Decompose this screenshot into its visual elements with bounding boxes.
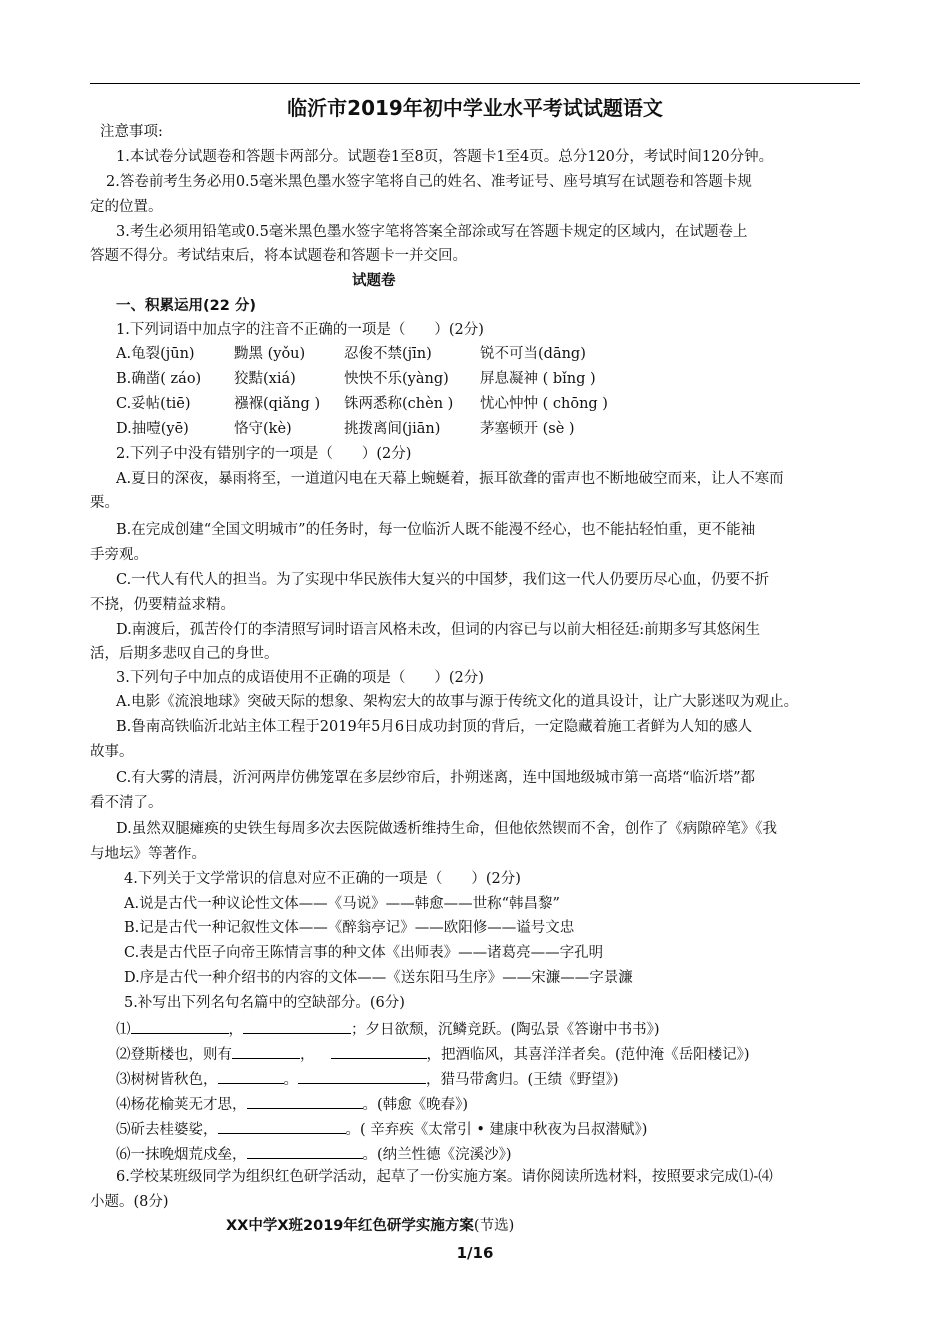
notice-item-3: 3.考生必须用铅笔或0.5毫米黑色墨水签字笔将答案全部涂或写在答题卡规定的区域内，在试题卷上: [116, 224, 748, 240]
answer-blank[interactable]: [131, 1018, 229, 1034]
q6-stem: 6.学校某班级同学为组织红色研学活动，起草了一份实施方案。请你阅读所选材料，按照要求完成⑴-⑷: [116, 1169, 773, 1185]
q5-head: ⑸斫去桂婆娑，: [116, 1122, 218, 1138]
page-title: 临沂市2019年初中学业水平考试试题语文: [287, 96, 663, 120]
q5-line-6: [116, 1143, 512, 1165]
q5-tail: 。(纳兰性德《浣溪沙》): [362, 1147, 512, 1163]
q3-option-b-cont: 故事。: [90, 744, 134, 760]
q5-tail: ，把酒临风，其喜洋洋者矣。(范仲淹《岳阳楼记》): [426, 1047, 750, 1063]
q2-option-a: A.夏日的深夜，暴雨将至，一道道闪电在天幕上蜿蜒着，振耳欲聋的雷声也不断地破空而来，让人不寒而: [116, 471, 784, 487]
q5-head: ⑷杨花榆荚无才思，: [116, 1097, 247, 1113]
q5-tail: ；夕日欲颓，沉鳞竞跃。(陶弘景《答谢中书书》): [351, 1022, 660, 1038]
q5-line-3: [116, 1068, 619, 1090]
q1-cell: 狡黠(xiá): [234, 371, 296, 387]
q4-option-a: A.说是古代一种议论性文体——《马说》——韩愈——世称“韩昌黎”: [124, 896, 560, 912]
q5-head: ⑹一抹晚烟荒戍垒，: [116, 1147, 247, 1163]
q3-stem: 3.下列句子中加点的成语使用不正确的项是（ ）(2分): [116, 670, 484, 686]
q1-cell: 茅塞顿开 (sè ): [480, 421, 575, 437]
q4-option-b: B.记是古代一种记叙性文体——《醉翁亭记》——欧阳修——谥号文忠: [124, 920, 575, 936]
q2-option-c-cont: 不挠，仍要精益求精。: [90, 597, 235, 613]
section-heading: 一、积累运用(22 分): [116, 298, 256, 314]
q1-cell: B.确凿( záo): [116, 371, 202, 387]
q5-stem: 5.补写出下列名句名篇中的空缺部分。(6分): [124, 995, 405, 1011]
q6-stem-cont: 小题。(8分): [90, 1194, 169, 1210]
q1-cell: 挑拨离间(jiān): [344, 421, 441, 437]
q3-option-a: A.电影《流浪地球》突破天际的想象、架构宏大的故事与源于传统文化的道具设计，让广大影迷叹为观止。: [116, 694, 799, 710]
q3-option-d: D.虽然双腿瘫痪的史铁生每周多次去医院做透析维持生命，但他依然锲而不舍，创作了《病隙碎笔》《我: [116, 821, 777, 837]
answer-blank[interactable]: [243, 1018, 351, 1034]
plan-title-text: XX中学X班2019年红色研学实施方案: [226, 1218, 474, 1234]
q5-tail: 。(韩愈《晚春》): [362, 1097, 469, 1113]
q5-sep: 。: [283, 1072, 298, 1088]
q1-cell: A.龟裂(jūn): [116, 346, 195, 362]
notice-item-2-cont: 定的位置。: [90, 199, 163, 215]
plan-title-note: (节选): [473, 1218, 515, 1234]
q4-stem: 4.下列关于文学常识的信息对应不正确的一项是（ ）(2分): [124, 871, 521, 887]
q1-cell: 铢两悉称(chèn ): [344, 396, 454, 412]
q5-line-4: [116, 1093, 468, 1115]
q2-option-d-cont: 活，后期多悲叹自己的身世。: [90, 646, 279, 662]
answer-blank[interactable]: [298, 1068, 426, 1084]
q3-option-b: B.鲁南高铁临沂北站主体工程于2019年5月6日成功封顶的背后，一定隐藏着施工者鲜为人知的感人: [116, 719, 753, 735]
q1-cell: 忍俊不禁(jīn): [344, 346, 432, 362]
page-number: 1/16: [456, 1244, 494, 1262]
q5-head: ⑶树树皆秋色，: [116, 1072, 218, 1088]
q1-option-row: [116, 394, 608, 414]
plan-title: [226, 1216, 514, 1236]
q5-line-1: [116, 1018, 660, 1040]
answer-blank[interactable]: [232, 1043, 300, 1059]
answer-blank[interactable]: [247, 1143, 363, 1159]
q1-option-row: [116, 419, 575, 439]
answer-blank[interactable]: [247, 1093, 363, 1109]
q1-cell: C.妥帖(tiē): [116, 396, 191, 412]
answer-blank[interactable]: [331, 1043, 427, 1059]
q5-head: ⑵登斯楼也，则有: [116, 1047, 232, 1063]
q5-tail: 。( 辛弃疾《太常引 • 建康中秋夜为吕叔潜赋》): [345, 1122, 648, 1138]
q1-option-row: [116, 369, 596, 389]
q3-option-c: C.有大雾的清晨，沂河两岸仿佛笼罩在多层纱帘后，扑朔迷离，连中国地级城市第一高塔“临沂塔”都: [116, 770, 756, 786]
q2-option-d: D.南渡后，孤苦伶仃的李清照写词时语言风格未改，但词的内容已与以前大相径廷:前期多写其悠闲生: [116, 622, 761, 638]
q5-sep: ，: [300, 1047, 315, 1063]
q5-line-5: [116, 1118, 647, 1140]
q2-option-b: B.在完成创建“全国文明城市”的任务时，每一位临沂人既不能漫不经心，也不能拈轻怕重，更不能袖: [116, 522, 756, 538]
q1-stem: 1.下列词语中加点字的注音不正确的一项是（ ）(2分): [116, 322, 484, 338]
q1-cell: 屏息凝神 ( bǐng ): [480, 371, 596, 387]
q1-option-row: [116, 344, 586, 364]
top-rule: [90, 83, 860, 84]
q2-option-c: C.一代人有代人的担当。为了实现中华民族伟大复兴的中国梦，我们这一代人仍要历尽心血，仍要不折: [116, 572, 770, 588]
q2-option-b-cont: 手旁观。: [90, 547, 148, 563]
q1-cell: 黝黑 (yǒu): [234, 346, 306, 362]
q1-cell: 怏怏不乐(yàng): [344, 371, 449, 387]
notice-item-3-cont: 答题不得分。考试结束后，将本试题卷和答题卡一并交回。: [90, 248, 467, 264]
q3-option-d-cont: 与地坛》等著作。: [90, 846, 206, 862]
q5-number: ⑴: [116, 1022, 131, 1038]
notice-heading: 注意事项:: [100, 124, 163, 140]
q4-option-d: D.序是古代一种介绍书的内容的文体——《送东阳马生序》——宋濂——字景濂: [124, 970, 633, 986]
answer-blank[interactable]: [218, 1118, 346, 1134]
q3-option-c-cont: 看不清了。: [90, 795, 163, 811]
q4-option-c: C.表是古代臣子向帝王陈情言事的种文体《出师表》——诸葛亮——字孔明: [124, 945, 604, 961]
notice-item-1: 1.本试卷分试题卷和答题卡两部分。试题卷1至8页，答题卡1至4页。总分120分，考试时间120分钟。: [116, 149, 774, 165]
q1-cell: 襁褓(qiǎng ): [234, 396, 321, 412]
paper-label: 试题卷: [352, 273, 396, 289]
q1-cell: 锐不可当(dāng): [480, 346, 586, 362]
q2-option-a-cont: 栗。: [90, 495, 119, 511]
q5-tail: ，猎马带禽归。(王绩《野望》): [426, 1072, 619, 1088]
q1-cell: D.抽噎(yē): [116, 421, 189, 437]
q1-cell: 忧心忡忡 ( chōng ): [480, 396, 608, 412]
q2-stem: 2.下列子中没有错别字的一项是（ ）(2分): [116, 446, 412, 462]
q5-line-2: [116, 1043, 750, 1065]
q5-sep: ，: [228, 1022, 243, 1038]
answer-blank[interactable]: [218, 1068, 284, 1084]
notice-item-2: 2.答卷前考生务必用0.5毫米黑色墨水签字笔将自己的姓名、准考证号、座号填写在试题卷和答题卡规: [106, 174, 752, 190]
q1-cell: 恪守(kè): [234, 421, 292, 437]
